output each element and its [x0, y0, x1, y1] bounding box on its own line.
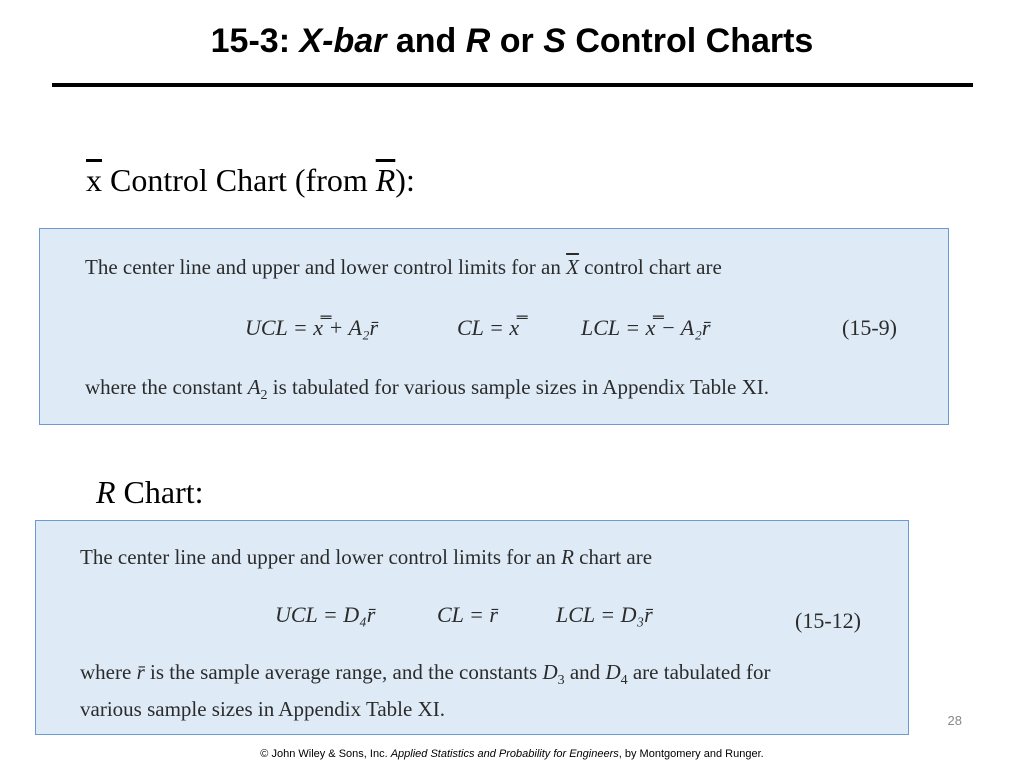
xbar-intro-text: The center line and upper and lower control limits for an — [85, 255, 561, 279]
r-intro — [80, 545, 652, 570]
xbar-note — [85, 375, 769, 404]
title-rule — [52, 83, 973, 87]
xbar-cl-formula: CL = x̿ — [457, 315, 520, 340]
r-intro-text: The center line and upper and lower control limits for an — [80, 545, 556, 569]
rbar-note-symbol: r̄ — [136, 660, 145, 684]
r-equation-number: (15-12) — [795, 608, 861, 633]
d4-symbol: D — [605, 660, 621, 684]
r-note-d: various sample sizes in Appendix Table XI. — [80, 697, 445, 722]
xbar-symbol: $\overline{x}$ — [86, 162, 102, 198]
xbar-intro-end: control chart are — [584, 255, 722, 279]
r-note — [80, 658, 880, 724]
r-note-and: and — [569, 660, 601, 684]
xbar-note-b: is tabulated for various sample sizes in Appendix Table XI. — [272, 375, 769, 399]
title-r: R — [465, 22, 491, 60]
a2-subscript: 2 — [260, 388, 268, 404]
d3-subscript: 3 — [557, 673, 565, 689]
title-s: S — [543, 22, 566, 60]
title-rest: Control Charts — [565, 22, 814, 60]
title-and: and — [386, 22, 466, 60]
xbar-lcl-formula: LCL = x̿ − A₂r̄ — [581, 315, 711, 340]
xbar-heading-close: ): — [395, 162, 415, 198]
r-intro-end: chart are — [579, 545, 653, 569]
xbar-limits-box — [39, 228, 949, 425]
xbar-note-a: where the constant — [85, 375, 243, 399]
xbar-intro-symbol: $\overline{X}$ — [566, 255, 579, 279]
title-xbar: X-bar — [299, 22, 387, 60]
r-note-b: is the sample average range, and the constants — [150, 660, 538, 684]
xbar-ucl-formula: UCL = x̿ + A₂r̄ — [245, 315, 379, 340]
xbar-heading-label: Control Chart (from — [102, 162, 376, 198]
r-chart-heading — [96, 474, 204, 511]
r-heading-label: Chart: — [115, 474, 204, 510]
footer-copyright: © John Wiley & Sons, Inc. — [260, 748, 388, 760]
r-note-a: where — [80, 660, 132, 684]
r-ucl-formula: UCL = D₄r̄ — [275, 602, 376, 627]
a2-symbol: A — [247, 375, 261, 399]
r-intro-symbol: R — [561, 545, 574, 569]
xbar-equation-number: (15-9) — [842, 315, 897, 340]
title-or: or — [490, 22, 544, 60]
xbar-chart-heading — [86, 162, 415, 199]
r-note-c: are tabulated for — [632, 660, 771, 684]
slide-title — [0, 22, 1024, 61]
r-symbol: R — [96, 474, 116, 510]
d4-subscript: 4 — [620, 673, 628, 689]
r-lcl-formula: LCL = D₃r̄ — [556, 602, 653, 627]
slide-number: 28 — [947, 713, 962, 728]
d3-symbol: D — [542, 660, 558, 684]
rbar-symbol: $\overline{R}$ — [375, 162, 396, 198]
footer-authors: , by Montgomery and Runger. — [618, 748, 764, 760]
r-limits-box — [35, 520, 909, 735]
xbar-intro — [85, 255, 722, 280]
footer — [0, 748, 1024, 760]
r-cl-formula: CL = r̄ — [437, 602, 498, 627]
title-prefix: 15-3: — [210, 22, 300, 60]
footer-book-title: Applied Statistics and Probability for Engineers — [390, 748, 619, 760]
